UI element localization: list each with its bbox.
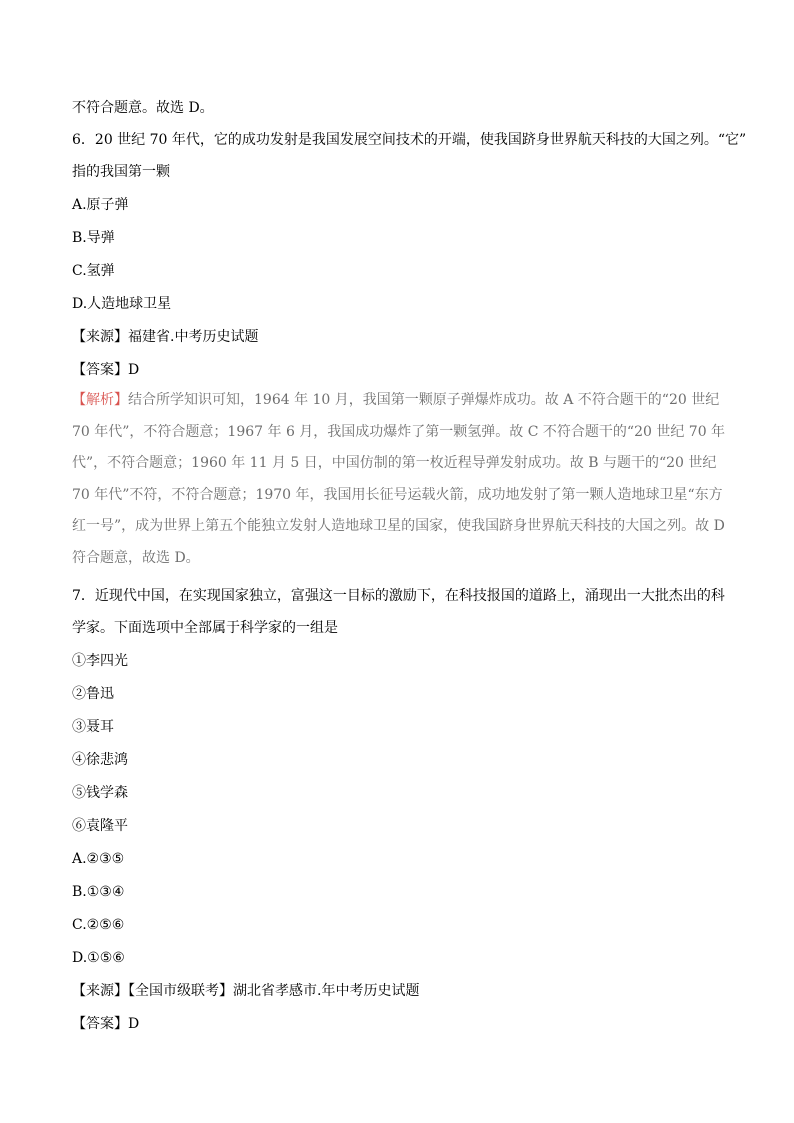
question-7-option-b: B.①③④: [72, 884, 125, 900]
question-7-answer: 【答案】D: [72, 1016, 140, 1032]
question-7-stem-line-2: 学家。下面选项中全部属于科学家的一组是: [72, 620, 338, 636]
question-7-stem-line-1: 7．近现代中国，在实现国家独立，富强这一目标的激励下，在科技报国的道路上，涌现出一大批杰出的科: [72, 588, 725, 604]
question-6-analysis: [72, 385, 732, 574]
question-6: [72, 130, 747, 574]
document-page: [72, 98, 747, 1034]
question-7-source: 【来源】【全国市级联考】湖北省孝感市.年中考历史试题: [72, 983, 420, 999]
question-6-option-c: C.氢弹: [72, 263, 115, 279]
question-7-item-4: ④徐悲鸿: [72, 752, 128, 768]
previous-answer-tail: 不符合题意。故选 D。: [72, 100, 214, 116]
analysis-tag: 【解析】: [72, 392, 128, 408]
question-6-option-a: A.原子弹: [72, 197, 129, 213]
question-6-option-d: D.人造地球卫星: [72, 296, 172, 312]
question-7-option-d: D.①⑤⑥: [72, 950, 125, 966]
question-7-item-6: ⑥袁隆平: [72, 818, 128, 834]
question-6-answer: 【答案】D: [72, 362, 140, 378]
question-7-item-2: ②鲁迅: [72, 686, 114, 702]
question-7-option-a: A.②③⑤: [72, 851, 125, 867]
question-7: [72, 586, 732, 1034]
question-6-stem-line-2: 指的我国第一颗: [72, 164, 170, 180]
question-7-option-c: C.②⑤⑥: [72, 917, 125, 933]
question-7-item-5: ⑤钱学森: [72, 785, 128, 801]
question-6-stem-line-1: 6．20 世纪 70 年代，它的成功发射是我国发展空间技术的开端，使我国跻身世界航天科技的大国之列。“它”: [72, 132, 747, 148]
question-6-source: 【来源】福建省.中考历史试题: [72, 329, 259, 345]
analysis-text: 结合所学知识可知，1964 年 10 月，我国第一颗原子弹爆炸成功。故 A 不符合题干的“20 世纪 70 年代”，不符合题意；1967 年 6 月，我国成功爆炸了第一颗氢弹。故 C 不符合题干的“20 世纪 70 年代”，不符合题意；1960 年 11 月 5 日，中国仿制的第一枚近程导弹发射成功。故 B 与题干的“20 世纪 70 年代”不符，不符合题意；1970 年，我国用长征号运载火箭，成功地发射了第一颗人造地球卫星“东方红一号”，成为世界上第五个能独立发射人造地球卫星的国家，使我国跻身世界航天科技的大国之列。故 D 符合题意，故选 D。: [72, 392, 726, 566]
question-6-option-b: B.导弹: [72, 230, 115, 246]
question-7-item-3: ③聂耳: [72, 719, 114, 735]
question-7-item-1: ①李四光: [72, 653, 128, 669]
